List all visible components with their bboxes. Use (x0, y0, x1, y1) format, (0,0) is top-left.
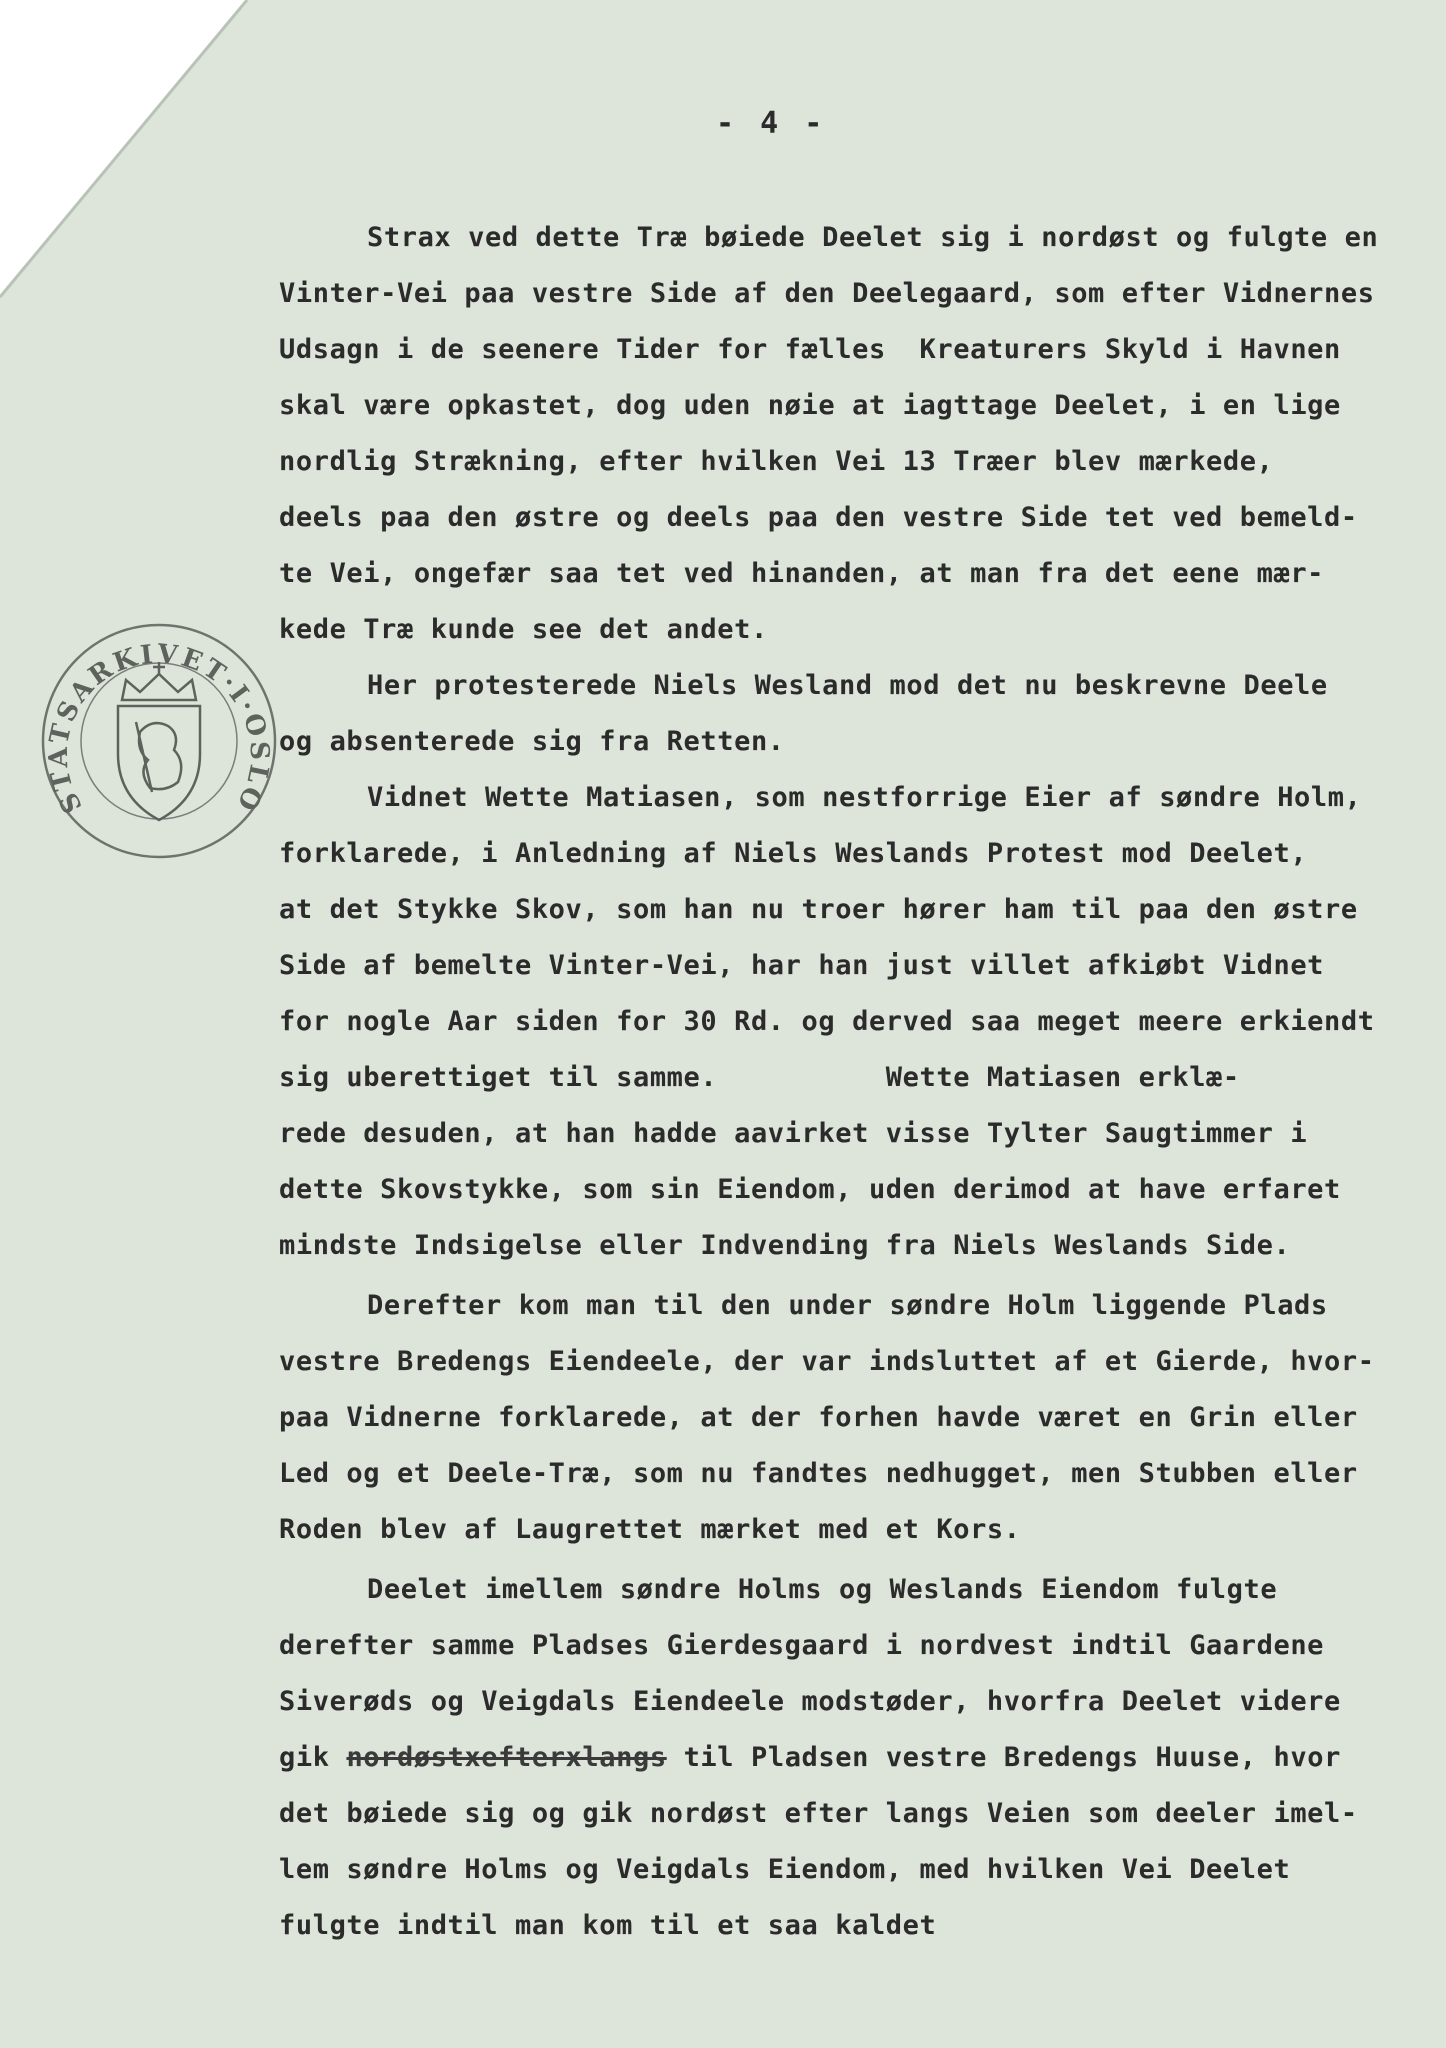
lion-shield-icon (118, 706, 200, 820)
text-line: Udsagn i de seenere Tider for fælles Kreaturers Skyld i Havnen (279, 334, 1341, 365)
text-line: Led og et Deele-Træ, som nu fandtes nedhugget, men Stubben eller (279, 1458, 1358, 1489)
text-line: te Vei, ongefær saa tet ved hinanden, at man fra det eene mær- (279, 558, 1325, 589)
text-line-with-strikeout (279, 1742, 1341, 1773)
text-line: forklarede, i Anledning af Niels Weslands Protest mod Deelet, (279, 838, 1308, 869)
text-line: Her protesterede Niels Wesland mod det nu beskrevne Deele (367, 670, 1328, 701)
text-line: Vidnet Wette Matiasen, som nestforrige Eier af søndre Holm, (367, 782, 1362, 813)
page-number: - 4 - (716, 106, 827, 141)
text-line: kede Træ kunde see det andet. (279, 614, 768, 645)
text-line: derefter samme Pladses Gierdesgaard i nordvest indtil Gaardene (279, 1630, 1325, 1661)
text-line: Deelet imellem søndre Holms og Weslands Eiendom fulgte (367, 1574, 1278, 1605)
text-line: Derefter kom man til den under søndre Holm liggende Plads (367, 1290, 1328, 1321)
struck-out-text: nordøstxefterxlangs (346, 1742, 667, 1773)
text-line: Siverøds og Veigdals Eiendeele modstøder, hvorfra Deelet videre (279, 1686, 1341, 1717)
text-line: Roden blev af Laugrettet mærket med et Kors. (279, 1514, 1021, 1545)
text-line: nordlig Strækning, efter hvilken Vei 13 Træer blev mærkede, (279, 446, 1274, 477)
archive-stamp (40, 622, 278, 860)
text-line: deels paa den østre og deels paa den vestre Side tet ved bemeld- (279, 502, 1358, 533)
text-line: vestre Bredengs Eiendeele, der var indsluttet af et Gierde, hvor- (279, 1346, 1375, 1377)
line-rest: til Pladsen vestre Bredengs Huuse, hvor (683, 1742, 1341, 1773)
text-line: rede desuden, at han hadde aavirket visse Tylter Saugtimmer i (279, 1118, 1308, 1149)
text-line: Vinter-Vei paa vestre Side af den Deelegaard, som efter Vidnernes (279, 278, 1375, 309)
text-line: for nogle Aar siden for 30 Rd. og derved saa meget meere erkiendt (279, 1006, 1375, 1037)
text-line: mindste Indsigelse eller Indvending fra Niels Weslands Side. (279, 1230, 1291, 1261)
text-line: at det Stykke Skov, som han nu troer hører ham til paa den østre (279, 894, 1358, 925)
text-line: lem søndre Holms og Veigdals Eiendom, med hvilken Vei Deelet (279, 1854, 1291, 1885)
text-line: sig uberettiget til samme. Wette Matiasen erklæ- (279, 1062, 1240, 1093)
text-line: fulgte indtil man kom til et saa kaldet (279, 1910, 937, 1941)
text-line: det bøiede sig og gik nordøst efter langs Veien som deeler imel- (279, 1798, 1358, 1829)
text-line: Side af bemelte Vinter-Vei, har han just villet afkiøbt Vidnet (279, 950, 1325, 981)
text-line: skal være opkastet, dog uden nøie at iagttage Deelet, i en lige (279, 390, 1341, 421)
text-line: dette Skovstykke, som sin Eiendom, uden derimod at have erfaret (279, 1174, 1341, 1205)
text-line: Strax ved dette Træ bøiede Deelet sig i nordøst og fulgte en (367, 222, 1379, 253)
stamp-text: STATSARKIVET·I·OSLO (43, 639, 275, 818)
text-line: paa Vidnerne forklarede, at der forhen havde været en Grin eller (279, 1402, 1358, 1433)
text-line: og absenterede sig fra Retten. (279, 726, 785, 757)
line-start: gik (279, 1742, 330, 1773)
